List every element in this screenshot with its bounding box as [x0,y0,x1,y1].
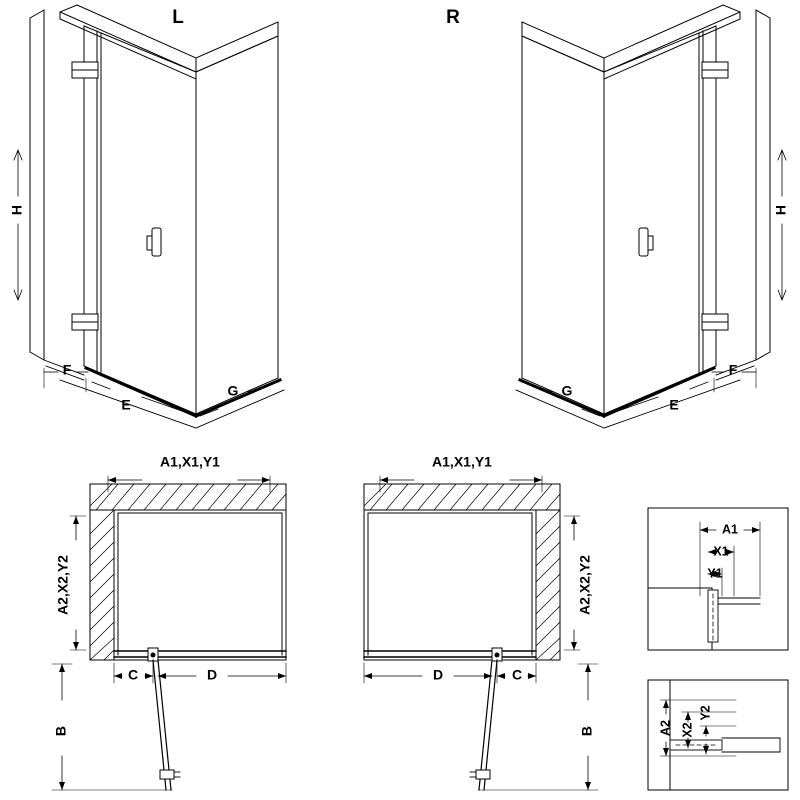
label-g-right: G [561,382,573,399]
label-b-right: B [578,725,595,737]
label-variant-left: L [172,7,184,29]
label-detail-x1: X1 [713,544,729,559]
label-plan-left-side: A2,X2,Y2 [54,555,71,615]
label-detail-x2: X2 [680,722,695,738]
label-b-left: B [52,725,69,737]
iso-view-right [516,5,786,428]
label-e-right: E [669,396,679,413]
label-detail-y1: Y1 [707,566,723,581]
label-e-left: E [121,396,131,413]
iso-view-left [14,5,284,428]
label-h-right: H [772,204,789,216]
label-detail-a1: A1 [722,522,738,537]
label-c-right: C [511,666,523,683]
label-variant-right: R [446,7,460,29]
plan-view-right [364,476,598,790]
label-c-left: C [127,666,139,683]
label-f-right: F [728,361,738,378]
plan-view-left [52,476,286,790]
label-d-right: D [432,666,444,683]
label-plan-right-top: A1,X1,Y1 [432,453,492,470]
label-d-left: D [206,666,218,683]
label-h-left: H [8,204,25,216]
label-detail-y2: Y2 [698,705,713,721]
label-plan-left-top: A1,X1,Y1 [160,453,220,470]
label-g-left: G [227,382,239,399]
label-plan-right-side: A2,X2,Y2 [576,555,593,615]
label-f-left: F [62,361,72,378]
label-detail-a2: A2 [658,720,673,736]
